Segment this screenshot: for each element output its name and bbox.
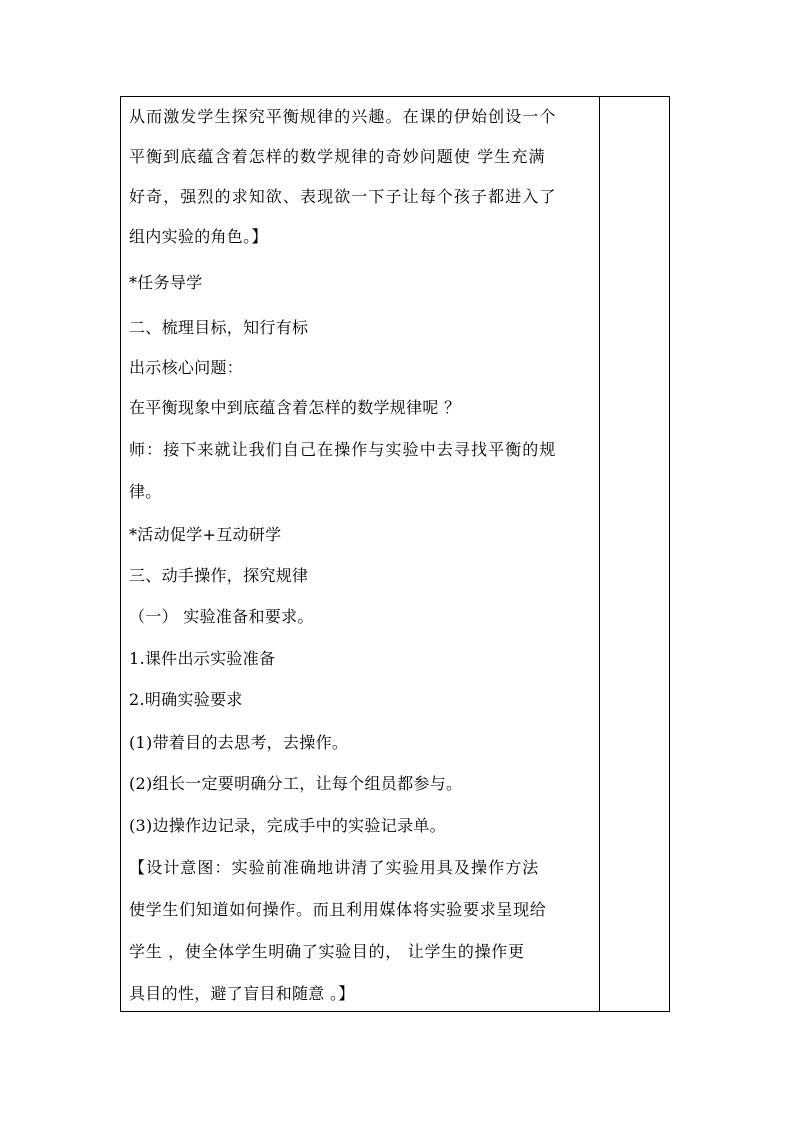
- paragraph-line: 在平衡现象中到底蕴含着怎样的数学规律呢 ？: [129, 398, 461, 417]
- paragraph-line: 使学生们知道如何操作。而且利用媒体将实验要求呈现给: [129, 900, 547, 919]
- section-heading: 三、动手操作，探究规律: [129, 566, 309, 585]
- paragraph-line: 师：接下来就让我们自己在操作与实验中去寻找平衡的规: [129, 440, 557, 459]
- paragraph-line: 从而激发学生探究平衡规律的兴趣。在课的伊始创设一个: [129, 107, 557, 126]
- section-marker: *任务导学: [129, 273, 203, 292]
- list-item: 2.明确实验要求: [129, 690, 243, 709]
- section-heading: 二、梳理目标，知行有标: [129, 318, 309, 337]
- list-item: (3)边操作边记录，完成手中的实验记录单。: [129, 816, 446, 835]
- paragraph-line: 【设计意图：实验前准确地讲清了实验用具及操作方法: [129, 858, 540, 877]
- section-marker: *活动促学+互动研学: [129, 525, 282, 544]
- paragraph-line: 具目的性，避了盲目和随意 。】: [129, 984, 355, 1003]
- notes-cell: [600, 97, 669, 1011]
- paragraph-line: 好奇，强烈的求知欲、表现欲一下子让每个孩子都进入了: [129, 187, 557, 206]
- subsection-heading: （一） 实验准备和要求。: [129, 607, 314, 626]
- paragraph-line: 出示核心问题：: [129, 358, 244, 377]
- list-item: (2)组长一定要明确分工，让每个组员都参与。: [129, 774, 463, 793]
- lesson-plan-table: [120, 96, 670, 1012]
- list-item: 1.课件出示实验准备: [129, 649, 276, 668]
- list-item: (1)带着目的去思考，去操作。: [129, 733, 349, 752]
- paragraph-line: 平衡到底蕴含着怎样的数学规律的奇妙问题使 学生充满: [129, 147, 546, 166]
- paragraph-line: 律。: [129, 482, 162, 501]
- paragraph-line: 组内实验的角色。】: [129, 227, 268, 246]
- paragraph-line: 学生 ，使全体学生明确了实验目的， 让学生的操作更: [129, 942, 525, 961]
